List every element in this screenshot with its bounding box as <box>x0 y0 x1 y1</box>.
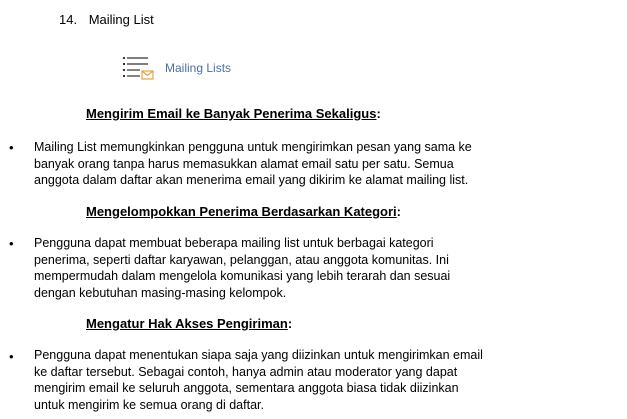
mailing-list-icon <box>122 55 154 81</box>
subheading-colon: : <box>287 316 293 331</box>
section-heading <box>59 12 154 28</box>
paragraph-line: mempermudah dalam mengelola komunikasi yang lebih terarah dan sesuai <box>34 269 451 283</box>
heading-title: Mailing List <box>88 12 154 27</box>
paragraph-line: mengirim email ke seluruh anggota, sementara anggota biasa tidak diizinkan <box>34 381 459 395</box>
subheading-title: Mengatur Hak Akses Pengiriman <box>86 316 288 331</box>
paragraph-group-recipients <box>34 235 534 301</box>
bullet-point: • <box>9 349 14 364</box>
subheading-colon: : <box>376 106 381 121</box>
paragraph-line: dengan kebutuhan masing-masing kelompok. <box>34 285 287 300</box>
paragraph-line: banyak orang tanpa harus memasukkan alamat email satu per satu. Semua <box>34 156 454 171</box>
subheading-group-recipients <box>86 204 401 220</box>
subheading-colon: : <box>396 204 402 219</box>
subheading-send-many <box>86 106 381 122</box>
subheading-title: Mengirim Email ke Banyak Penerima Sekaligus <box>86 106 377 121</box>
mailing-lists-label: Mailing Lists <box>165 61 232 75</box>
paragraph-line: untuk mengirim ke semua orang di daftar. <box>34 397 264 412</box>
bullet-point: • <box>9 140 14 155</box>
paragraph-line: anggota dalam daftar akan menerima email yang dikirim ke alamat mailing list. <box>34 173 469 187</box>
bullet-point: • <box>9 236 14 251</box>
paragraph-line: Mailing List memungkinkan pengguna untuk mengirimkan pesan yang sama ke <box>34 140 472 154</box>
paragraph-line: penerima, seperti daftar karyawan, pelanggan, atau anggota komunitas. Ini <box>34 252 449 267</box>
paragraph-line: ke daftar tersebut. Sebagai contoh, hanya admin atau moderator yang dapat <box>34 364 458 379</box>
paragraph-line: Pengguna dapat menentukan siapa saja yang diizinkan untuk mengirimkan email <box>34 348 483 362</box>
heading-number: 14. <box>59 12 78 27</box>
subheading-access-rights <box>86 316 292 332</box>
mailing-lists-figure <box>122 55 231 81</box>
paragraph-send-many <box>34 139 534 189</box>
paragraph-access-rights <box>34 347 534 413</box>
paragraph-line: Pengguna dapat membuat beberapa mailing list untuk berbagai kategori <box>34 236 434 250</box>
subheading-title: Mengelompokkan Penerima Berdasarkan Kategori <box>86 204 397 219</box>
